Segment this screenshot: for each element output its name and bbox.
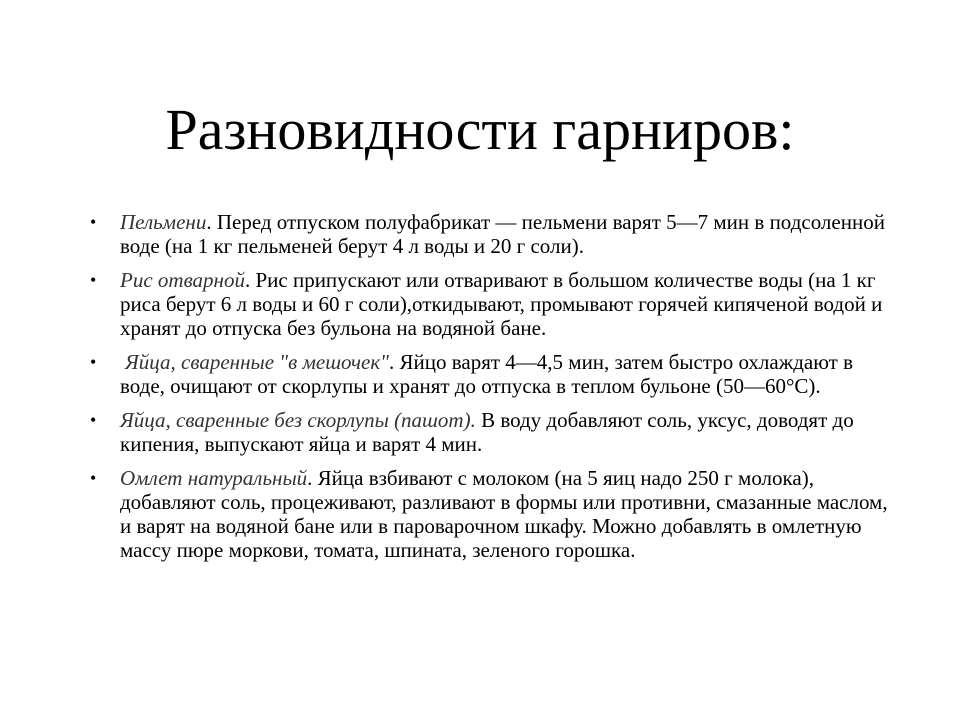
bullet-text: . Рис припускают или отваривают в большом количестве воды (на 1 кг риса берут 6 л воды и 60 г соли),откидывают, промывают горячей кипяченой водой и хранят до отпуска без бульона на водяной бане. [120,268,883,340]
bullet-text: . Яйца взбивают с молоком (на 5 яиц надо 250 г молока), добавляют соль, процеживают, разливают в формы или противни, смазанные маслом, и варят на водяной бане или в пароварочном шкафу. Можно добавлять в омлетную массу пюре моркови, томата, шпината, зеленого горошка. [120,466,888,562]
bullet-item [90,466,900,562]
bullet-item [90,350,900,398]
bullet-item [90,408,900,456]
bullet-dot-icon: • [90,270,97,290]
bullet-dot-icon: • [90,212,97,232]
bullet-term: Яйца, сваренные без скорлупы (пашот). [120,408,476,432]
slide-title: Разновидности гарниров: [165,97,795,162]
bullet-term: Яйца, сваренные "в мешочек" [125,350,389,374]
bullet-dot-icon: • [90,352,97,372]
bullet-text: . Перед отпуском полуфабрикат — пельмени варят 5—7 мин в подсоленной воде (на 1 кг пельменей берут 4 л воды и 20 г соли). [120,210,885,258]
bullet-item [90,268,900,340]
bullet-term: Пельмени [120,210,207,234]
bullet-term: Рис отварной [120,268,245,292]
bullet-item [90,210,900,258]
bullet-text: В воду добавляют соль, уксус, доводят до кипения, выпускают яйца и варят 4 мин. [120,408,854,456]
bullet-dot-icon: • [90,410,97,430]
bullet-dot-icon: • [90,468,97,488]
bullet-text: . Яйцо варят 4—4,5 мин, затем быстро охлаждают в воде, очищают от скорлупы и хранят до отпуска в теплом бульоне (50—60°С). [120,350,853,398]
bullet-list [90,210,900,572]
bullet-term: Омлет натуральный [120,466,308,490]
